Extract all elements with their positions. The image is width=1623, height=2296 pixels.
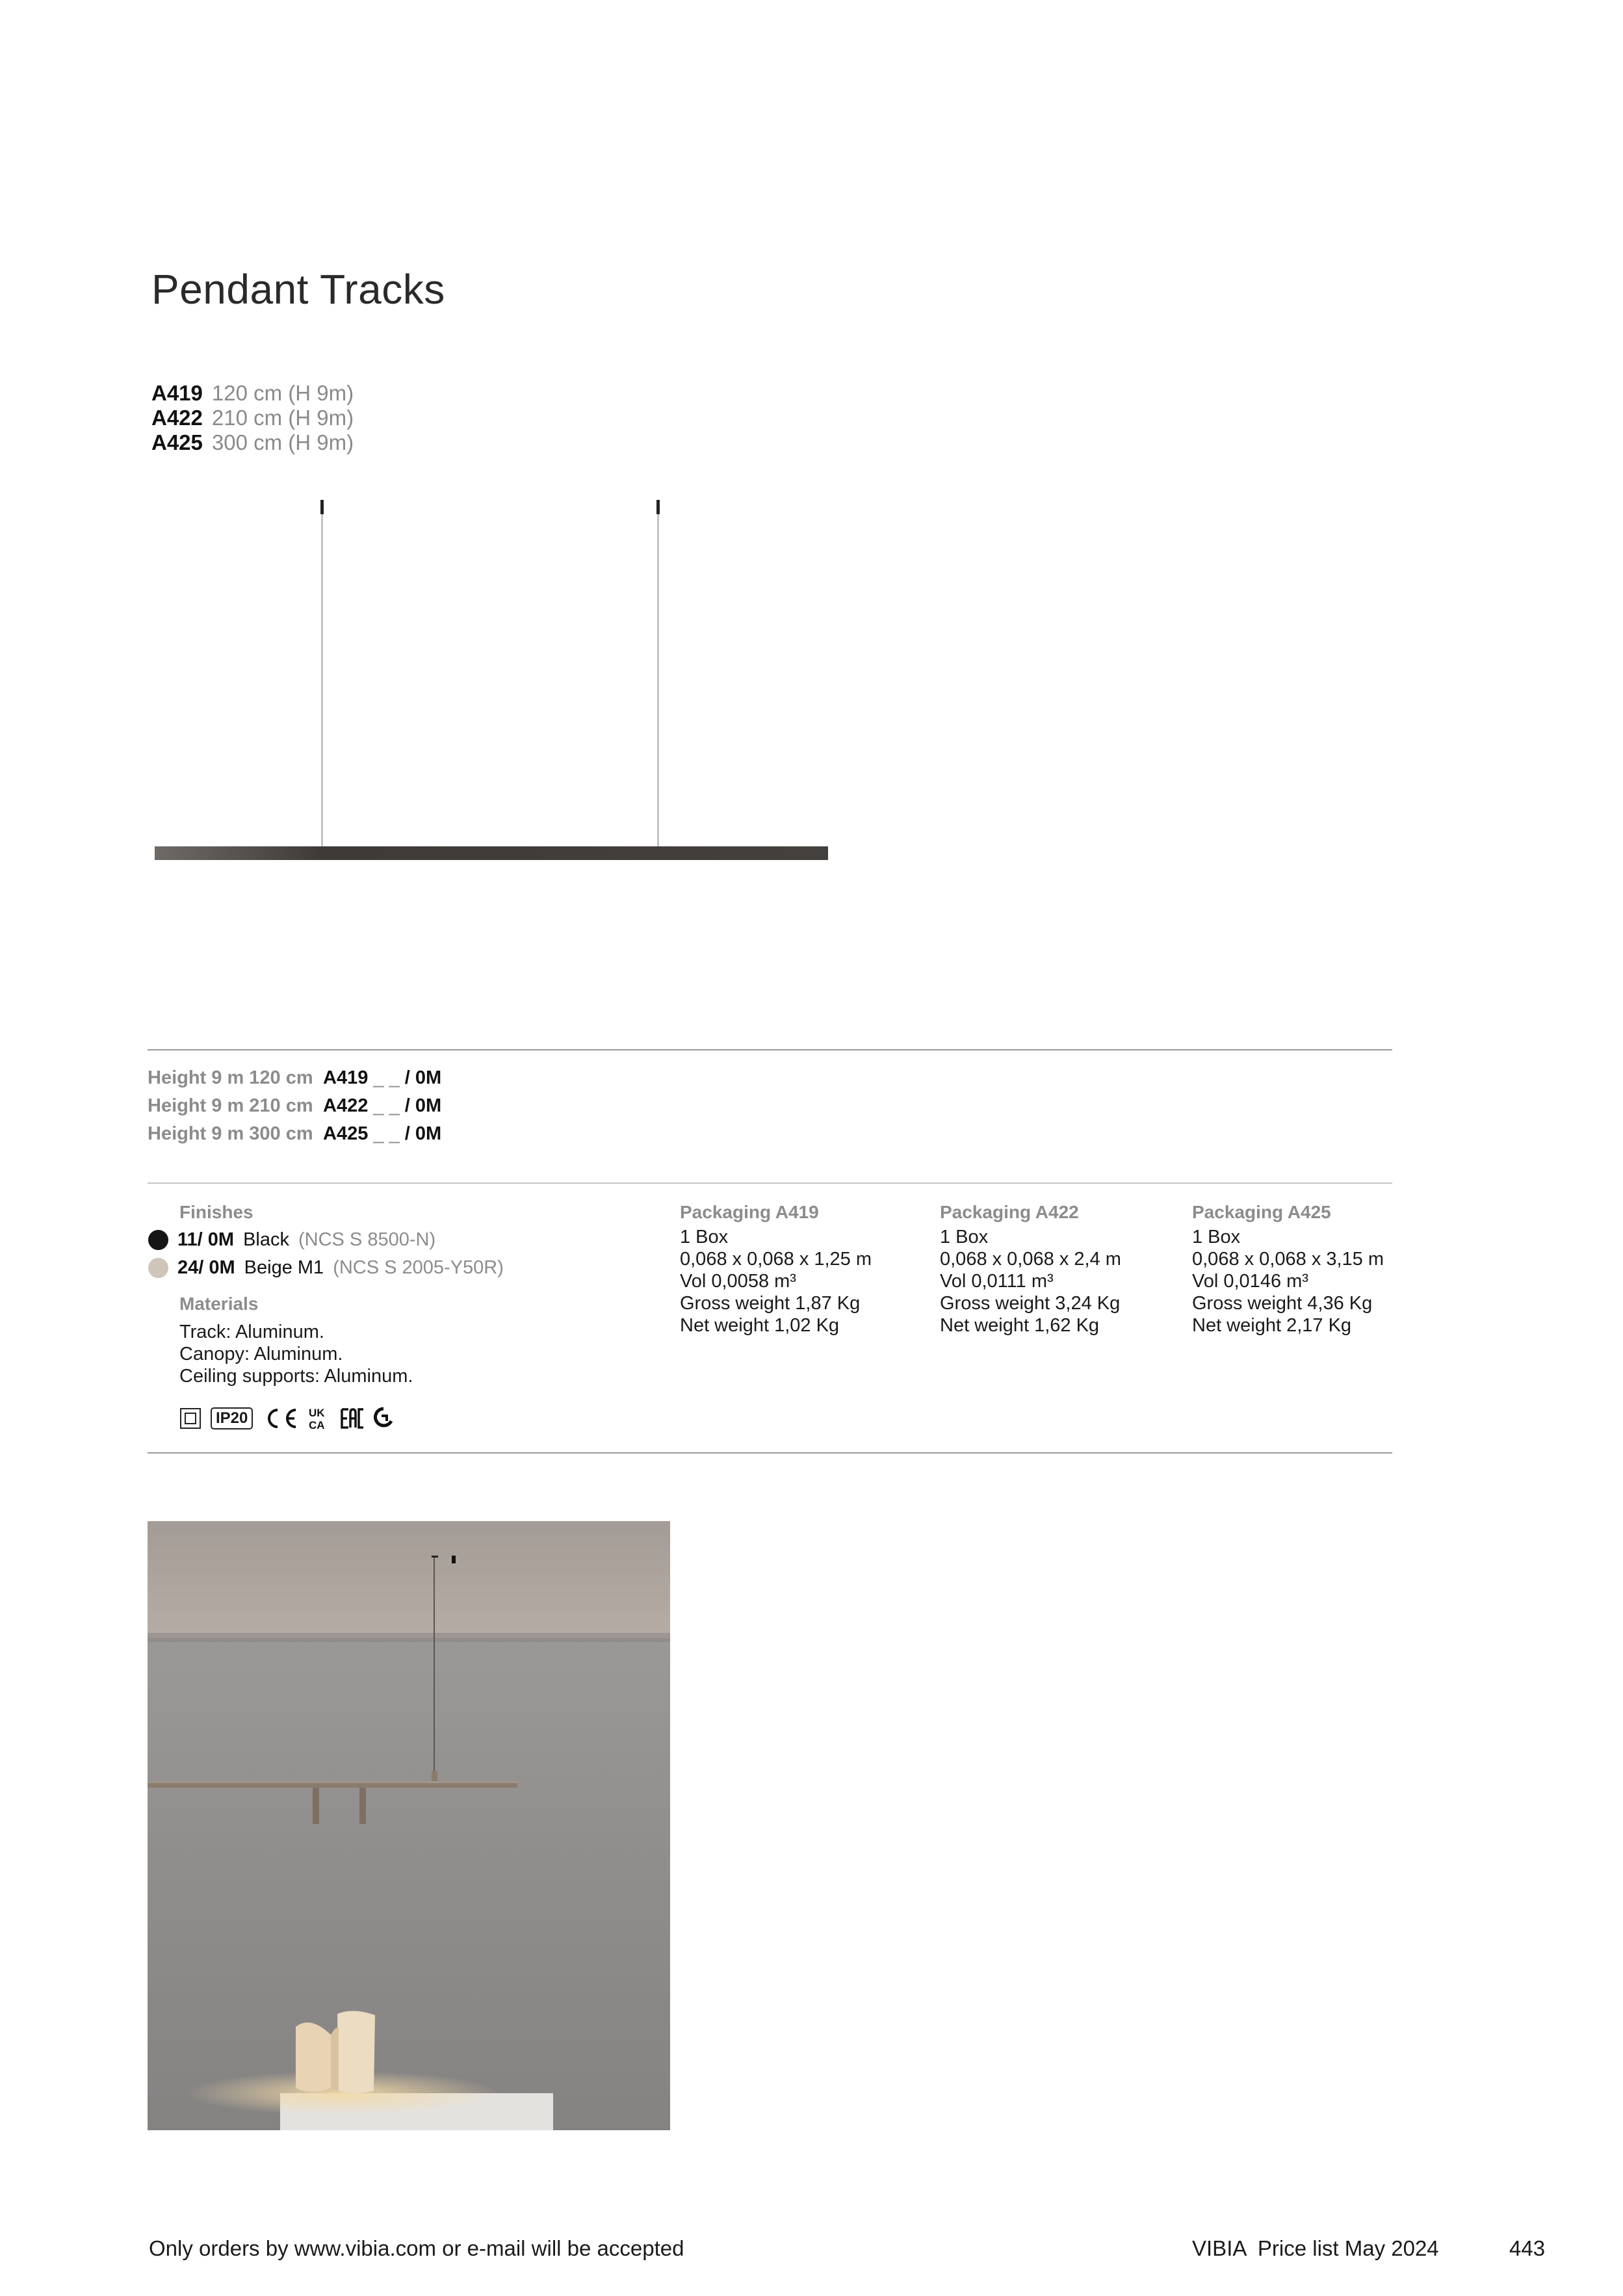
model-code: A422 bbox=[151, 406, 203, 430]
reference-row: Height 9 m 120 cm A419 _ _ / 0M bbox=[148, 1067, 442, 1088]
materials-list: Track: Aluminum. Canopy: Aluminum. Ceiling supports: Aluminum. bbox=[179, 1322, 413, 1387]
reference-row: Height 9 m 210 cm A422 _ _ / 0M bbox=[148, 1095, 442, 1116]
model-item bbox=[151, 381, 354, 406]
finish-item: 11/ 0M Black (NCS S 8500-N) bbox=[148, 1226, 504, 1254]
eac-mark-icon bbox=[340, 1407, 365, 1430]
model-code: A419 bbox=[151, 381, 203, 405]
footer-brand-info: VIBIA Price list May 2024 bbox=[1192, 2236, 1439, 2260]
ceiling-canopy-left bbox=[320, 500, 324, 514]
model-list bbox=[151, 381, 354, 455]
materials-heading: Materials bbox=[179, 1294, 259, 1314]
model-item bbox=[151, 406, 354, 430]
finish-swatch-beige bbox=[148, 1258, 168, 1278]
finishes-heading: Finishes bbox=[179, 1202, 253, 1222]
finishes-list bbox=[148, 1226, 504, 1282]
svg-text:CA: CA bbox=[309, 1419, 325, 1431]
product-photo bbox=[148, 1521, 670, 2130]
finish-swatch-black bbox=[148, 1230, 168, 1250]
ip-rating-icon: IP20 bbox=[211, 1407, 253, 1429]
footer-notice: Only orders by www.vibia.com or e-mail will be accepted bbox=[149, 2236, 684, 2260]
model-code: A425 bbox=[151, 430, 203, 454]
finish-item: 24/ 0M Beige M1 (NCS S 2005-Y50R) bbox=[148, 1254, 504, 1282]
product-drawing bbox=[149, 491, 832, 865]
recycling-mark-icon bbox=[374, 1407, 393, 1430]
page-number: 443 bbox=[1509, 2236, 1546, 2260]
divider bbox=[148, 1452, 1392, 1454]
divider bbox=[148, 1049, 1392, 1050]
reference-list bbox=[148, 1064, 441, 1148]
track-bar bbox=[155, 846, 828, 860]
ceiling-canopy-right bbox=[656, 500, 660, 514]
packaging-a422: Packaging A422 1 Box 0,068 x 0,068 x 2,4 m Vol 0,0111 m³ Gross weight 3,24 Kg Net weight 1,62 Kg bbox=[940, 1202, 1121, 1336]
model-item bbox=[151, 430, 354, 455]
model-desc: 300 cm (H 9m) bbox=[211, 430, 354, 454]
svg-text:UK: UK bbox=[309, 1407, 325, 1419]
packaging-a419: Packaging A419 1 Box 0,068 x 0,068 x 1,25 m Vol 0,0058 m³ Gross weight 1,87 Kg Net weight 1,02 Kg bbox=[680, 1202, 872, 1336]
divider bbox=[148, 1182, 1392, 1184]
class-ii-icon bbox=[179, 1407, 201, 1429]
ukca-mark-icon bbox=[309, 1406, 331, 1431]
page-title: Pendant Tracks bbox=[151, 266, 445, 313]
packaging-a425: Packaging A425 1 Box 0,068 x 0,068 x 3,15 m Vol 0,0146 m³ Gross weight 4,36 Kg Net weight 2,17 Kg bbox=[1192, 1202, 1384, 1336]
model-desc: 210 cm (H 9m) bbox=[211, 406, 354, 430]
reference-row: Height 9 m 300 cm A425 _ _ / 0M bbox=[148, 1123, 442, 1144]
ce-mark-icon bbox=[262, 1407, 300, 1430]
model-desc: 120 cm (H 9m) bbox=[211, 381, 354, 405]
certification-icons bbox=[179, 1406, 393, 1431]
